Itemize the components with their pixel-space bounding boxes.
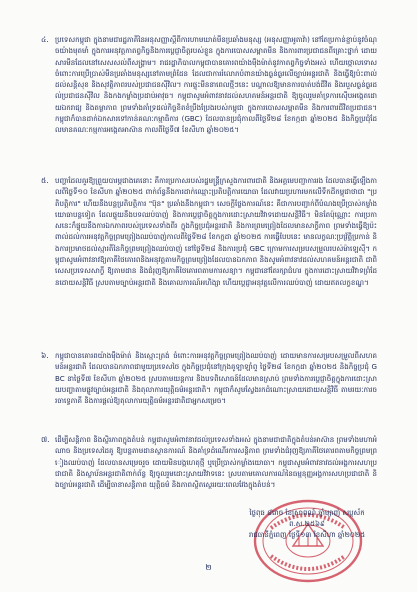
paragraph-text: ដើម្បីសន្តិភាព និងស្ថិរភាពក្នុងតំបន់ កម្ពុជាសូមអំពាវនាវដល់ប្រទេសទាំងអស់ ក្នុងនាមជាជាតិក្នុងតំបន់អាស៊ាន ព្រមទាំងមហាអំណាច និងប្រទេសដៃគូ ឱ្យបន្តតាមដានស្ថានការណ៍ និងគាំទ្រដំណើរការសន្តិភាព ព្រមទាំងជំរុញឱ្យភាគីថៃគោរពតាមកិច្ចព្រមព្រៀងឈប់បាញ់ ដែលបានសម្រេចរួច ដោយមិនបង្កហេតុថ្មី ឬប្រើប្រាស់កម្លាំងយោធា។ កម្ពុជាសូមអំពាវនាវដល់អង្គការសហប្រជាជាតិ និងស្ថាប័នអន្តរជាតិពាក់ព័ន្ធ ឱ្យចូលរួមដោះស្រាយវិវាទនេះ ស្របតាមគោលការណ៍នៃធម្មនុញ្ញអង្គការសហប្រជាជាតិ និងច្បាប់អន្តរជាតិ ដើម្បីធានាសន្តិភាព យុត្តិធម៌ និងភាពស្ថិតស្ថេររយៈពេលវែងក្នុងតំបន់។ — [55, 435, 377, 490]
place-date-line: រាជធានីភ្នំពេញ ថ្ងៃទី១៣ ខែសីហា ឆ្នាំ២០២៥ — [248, 531, 366, 539]
page-number: ២ — [205, 563, 212, 572]
paragraph-text: បញ្ហាដែលគួរឱ្យព្រួយបារម្ភជាងគេនោះ គឺការប្រកាសរបស់រដ្ឋមន្ត្រីក្រសួងការពារជាតិ និងអគ្គមេបញ្ជាការរង ដែលបានធ្វើឡើងកាលពីថ្ងៃទី១០ ខែសីហា ឆ្នាំ២០២៥ ពាក់ព័ន្ធនឹងការដាក់ឈ្មោះប្រតិបត្តិការយោធា ដែលវាយប្រហារមកលើទឹកដីកម្ពុជាថាជា "ប្រតិបត្តិការ" ហើយនឹងបន្តប្រតិបត្តិការ "ប៊ុន" ប្រឆាំងនឹងកម្ពុជា។ សេចក្តីថ្លែងការណ៍នេះ គឺជាការបញ្ជាក់ពីបំណងប្រើប្រាស់កម្លាំងយោធាបន្តទៀត ដែលផ្ទុយនឹងបទឈប់បាញ់ និងការប្តេជ្ញាចិត្តក្នុងការដោះស្រាយវិវាទដោយសន្តិវិធី។ មិនតែប៉ុណ្ណោះ ការប្រកាសនេះក៏ផ្ទុយនឹងការឯកភាពរបស់ប្រទេសទាំងពីរ ក្នុងកិច្ចប្រជុំអន្តរជាតិ និងការព្រមព្រៀងដែលមានសាក្ខីភាព ព្រមទាំងធ្វើឱ្យប៉ះពាល់ដល់ការអនុវត្តកិច្ចព្រមព្រៀងឈប់បាញ់កាលពីថ្ងៃទី២៨ ខែកក្កដា ឆ្នាំ២០២៥ ការធ្វើបែបនេះ មានលក្ខណៈប្រវ្រ័ត្តិប្រកាន់ និងការប្រមាថដល់ស្មារតីនៃកិច្ចព្រមព្រៀងឈប់បាញ់ នៅថ្ងៃទី២៨ និងការប្រជុំ GBC ក្រោមការសម្របសម្រួលរបស់ម៉ាឡេស៊ី។ កម្ពុជាសូមអំពាវនាវឱ្យភាគីថៃគោរពនិងអនុវត្តតាមកិច្ចព្រមព្រៀងដែលបានឯកភាព និងសូមអំពាវនាវដល់សហគមន៍អន្តរជាតិ ជាពិសេសប្រទេសសាក្ខី ឱ្យតាមដាន និងជំរុញឱ្យភាគីថៃគោរពតាមការសន្យា។ កម្ពុជានៅតែរក្សាជំហរ ក្នុងការដោះស្រាយវិវាទព្រំដែនដោយសន្តិវិធី ស្របតាមច្បាប់អន្តរជាតិ និងគោលការណ៍អហិង្សា ហើយប្តេជ្ញាអនុវត្តលើការឈប់បាញ់ ដោយឥតលក្ខខណ្ឌ។ — [55, 176, 377, 287]
paragraph-number: ៧. — [41, 435, 50, 444]
paragraph-number: ៤. — [41, 35, 49, 44]
lunar-date-line: ថ្ងៃពុធ ៨រោច ខែស្រាពណ៍ ឆ្នាំម្សាញ់ សប្តស័ក ព.ស.២៥៦៩ — [249, 509, 365, 528]
paragraph-text: ប្រទេសកម្ពុជា ក្នុងនាមជារដ្ឋភាគីនៃអនុសញ្ញាស្តីពីការហាមឃាត់មីនប្រឆាំងមនុស្ស (អនុសញ្ញាអូតាវ៉ា) នៅតែប្រកាន់ខ្ជាប់នូវចំណុចយ៉ាងមុតមាំ ក្នុងការអនុវត្តកាតព្វកិច្ចនិងការប្តេជ្ញាចិត្តរបស់ខ្លួន ក្នុងការបោសសម្អាតមីន និងការពារប្រជាជនពីគ្រោះថ្នាក់ ដោយសារមីនដែលនៅសេសសល់ពីសង្គ្រាម។ រាជរដ្ឋាភិបាលកម្ពុជាបានគោរពយ៉ាងម៉ឺងម៉ាត់នូវកាតព្វកិច្ចទាំងអស់ ហើយថ្កោលទោសចំពោះការប្រើប្រាស់មីនប្រឆាំងមនុស្សនៅតាមព្រំដែន ដែលជាការរំលោភបំពានយ៉ាងធ្ងន់ធ្ងរលើច្បាប់អន្តរជាតិ និងធ្វើឱ្យប៉ះពាល់ដល់សន្តិសុខ និងសុវត្ថិភាពរបស់ប្រជាជនស៊ីវិល។ ការផ្ទុះមីននាពេលថ្មីៗនេះ បណ្តាលឱ្យមានការបាត់បង់ជីវិត និងរបួសធ្ងន់ធ្ងរដល់ប្រជាជនស៊ីវិល និងកងកម្លាំងប្រដាប់អាវុធ។ កម្ពុជាសូមអំពាវនាវដល់សហគមន៍អន្តរជាតិ ឱ្យចូលរួមគាំទ្រការស៊ើបអង្កេតដោយឯករាជ្យ និងតម្លាភាព ព្រមទាំងគាំទ្រដល់កិច្ចខិតខំប្រឹងប្រែងរបស់កម្ពុជា ក្នុងការបោសសម្អាតមីន និងការពារជីវិតប្រជាជន។ កម្ពុជាក៏បានដាក់ឯកសារទៅកាន់គណៈកម្មាធិការ (GBC) ដែលបានប្រជុំកាលពីថ្ងៃទី២៨ ខែកក្កដា ឆ្នាំ២០២៥ និងកិច្ចប្រជុំដែលមានគណៈកម្មការអង្កេតអាស៊ាន កាលពីថ្ងៃទី៧ ខែសីហា ឆ្នាំ២០២៥។ — [55, 35, 377, 135]
paragraph-number: ៦. — [41, 351, 49, 360]
paragraph-text: កម្ពុជាបានគោរពយ៉ាងម៉ឺងម៉ាត់ និងស្មោះត្រង់ ចំពោះការអនុវត្តកិច្ចព្រមព្រៀងឈប់បាញ់ ដោយមានការសម្របសម្រួលពីសហគមន៍អន្តរជាតិ ដែលបានឯកភាពជាមួយប្រទេសថៃ ក្នុងកិច្ចប្រជុំនៅក្រុងគូឡាឡាំពួ ថ្ងៃទី២៨ ខែកក្កដា ឆ្នាំ២០២៥ និងកិច្ចប្រជុំ GBC នាថ្ងៃទី៧ ខែសីហា ឆ្នាំ២០២៥ ស្របតាមយន្តការ និងបទពិសោធន៍ដែលមានស្រាប់ ព្រមទាំងការប្តេជ្ញាចិត្តក្នុងការដោះស្រាយបញ្ហាតាមផ្លូវច្បាប់អន្តរជាតិ និងតុលាការយុត្តិធម៌អន្តរជាតិ។ កម្ពុជាក៏សូមស្វែងរកដំណោះស្រាយដោយសន្តិវិធី តាមរយៈការចរចាទ្វេភាគី និងការផ្តល់ឱ្យតុលាការយុត្តិធម៌អន្តរជាតិជាអ្នកសម្រេច។ — [55, 351, 377, 406]
paragraph-number: ៥. — [41, 176, 49, 185]
signature-block — [236, 508, 378, 541]
